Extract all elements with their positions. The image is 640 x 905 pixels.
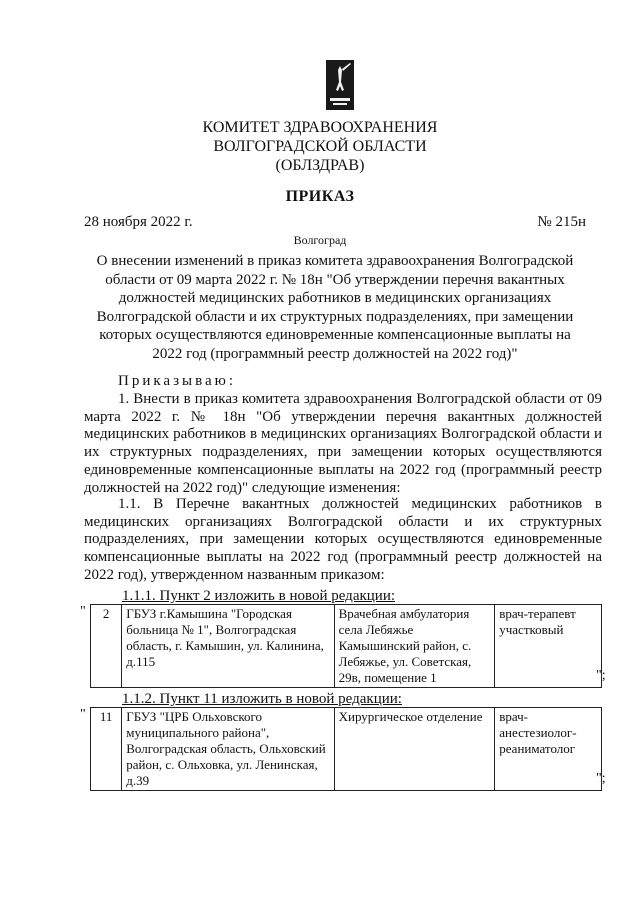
committee-name-line1: КОМИТЕТ ЗДРАВООХРАНЕНИЯ [202, 119, 438, 136]
amendment-table-1 [90, 604, 602, 688]
subdivision-cell: Хирургическое отделение [334, 708, 495, 791]
table-row [91, 605, 602, 688]
organization-cell: ГБУЗ г.Камышина "Городская больница № 1", Волгоградская область, г. Камышин, ул. Калинина, д.115 [122, 605, 334, 688]
open-quote-2: " [80, 707, 86, 722]
amendment-heading-2: 1.1.2. Пункт 11 изложить в новой редакции: [122, 691, 402, 707]
paragraph-1-1: 1.1. В Перечне вакантных должностей медицинских работников в медицинских организациях Волгоградской области и их структурных подразделениях, при замещении которых осуществляются единовременные компенсационные выплаты на 2022 год (программный реестр должностей на 2022 год), утвержденном названным приказом: [84, 496, 602, 583]
committee-name-line2: ВОЛГОГРАДСКОЙ ОБЛАСТИ [213, 138, 427, 155]
order-city: Волгоград [293, 233, 347, 247]
order-date: 28 ноября 2022 г. [84, 214, 193, 230]
amendment-heading-1: 1.1.1. Пункт 2 изложить в новой редакции: [122, 588, 396, 604]
row-number: 11 [91, 708, 122, 791]
table-row [91, 708, 602, 791]
row-number: 2 [91, 605, 122, 688]
committee-abbreviation: (ОБЛЗДРАВ) [275, 157, 365, 174]
paragraph-1: 1. Внести в приказ комитета здравоохранения Волгоградской области от 09 марта 2022 г. № 18н "Об утверждении перечня вакантных должностей медицинских работников в медицинских организациях Волгоградской области и их структурных подразделениях, при замещении которых осуществляются единовременные компенсационные выплаты на 2022 год (программный реестр должностей на 2022 год)" следующие изменения: [84, 391, 602, 496]
close-quote-2: "; [596, 771, 606, 786]
order-number: № 215н [537, 214, 586, 230]
close-quote-1: "; [596, 668, 606, 683]
volgograd-emblem-icon [326, 60, 354, 110]
position-cell: врач-анестезиолог-реаниматолог [495, 708, 602, 791]
subdivision-cell: Врачебная амбулатория села Лебяжье Камышинский район, с. Лебяжье, ул. Советская, 29в, помещение 1 [334, 605, 495, 688]
amendment-table-2 [90, 707, 602, 791]
organization-cell: ГБУЗ "ЦРБ Ольховского муниципального района", Волгоградская область, Ольховский район, с. Ольховка, ул. Ленинская, д.39 [122, 708, 334, 791]
order-word: Приказываю: [118, 373, 236, 389]
document-title: ПРИКАЗ [285, 188, 355, 205]
position-cell: врач-терапевт участковый [495, 605, 602, 688]
open-quote-1: " [80, 604, 86, 619]
order-subject: О внесении изменений в приказ комитета здравоохранения Волгоградской области от 09 марта 2022 г. № 18н "Об утверждении перечня вакантных должностей медицинских работников в медицинских организациях Волгоградской области и их структурных подразделениях, при замещении которых осуществляются единовременные компенсационные выплаты на 2022 год (программный реестр должностей на 2022 год)" [96, 253, 574, 362]
